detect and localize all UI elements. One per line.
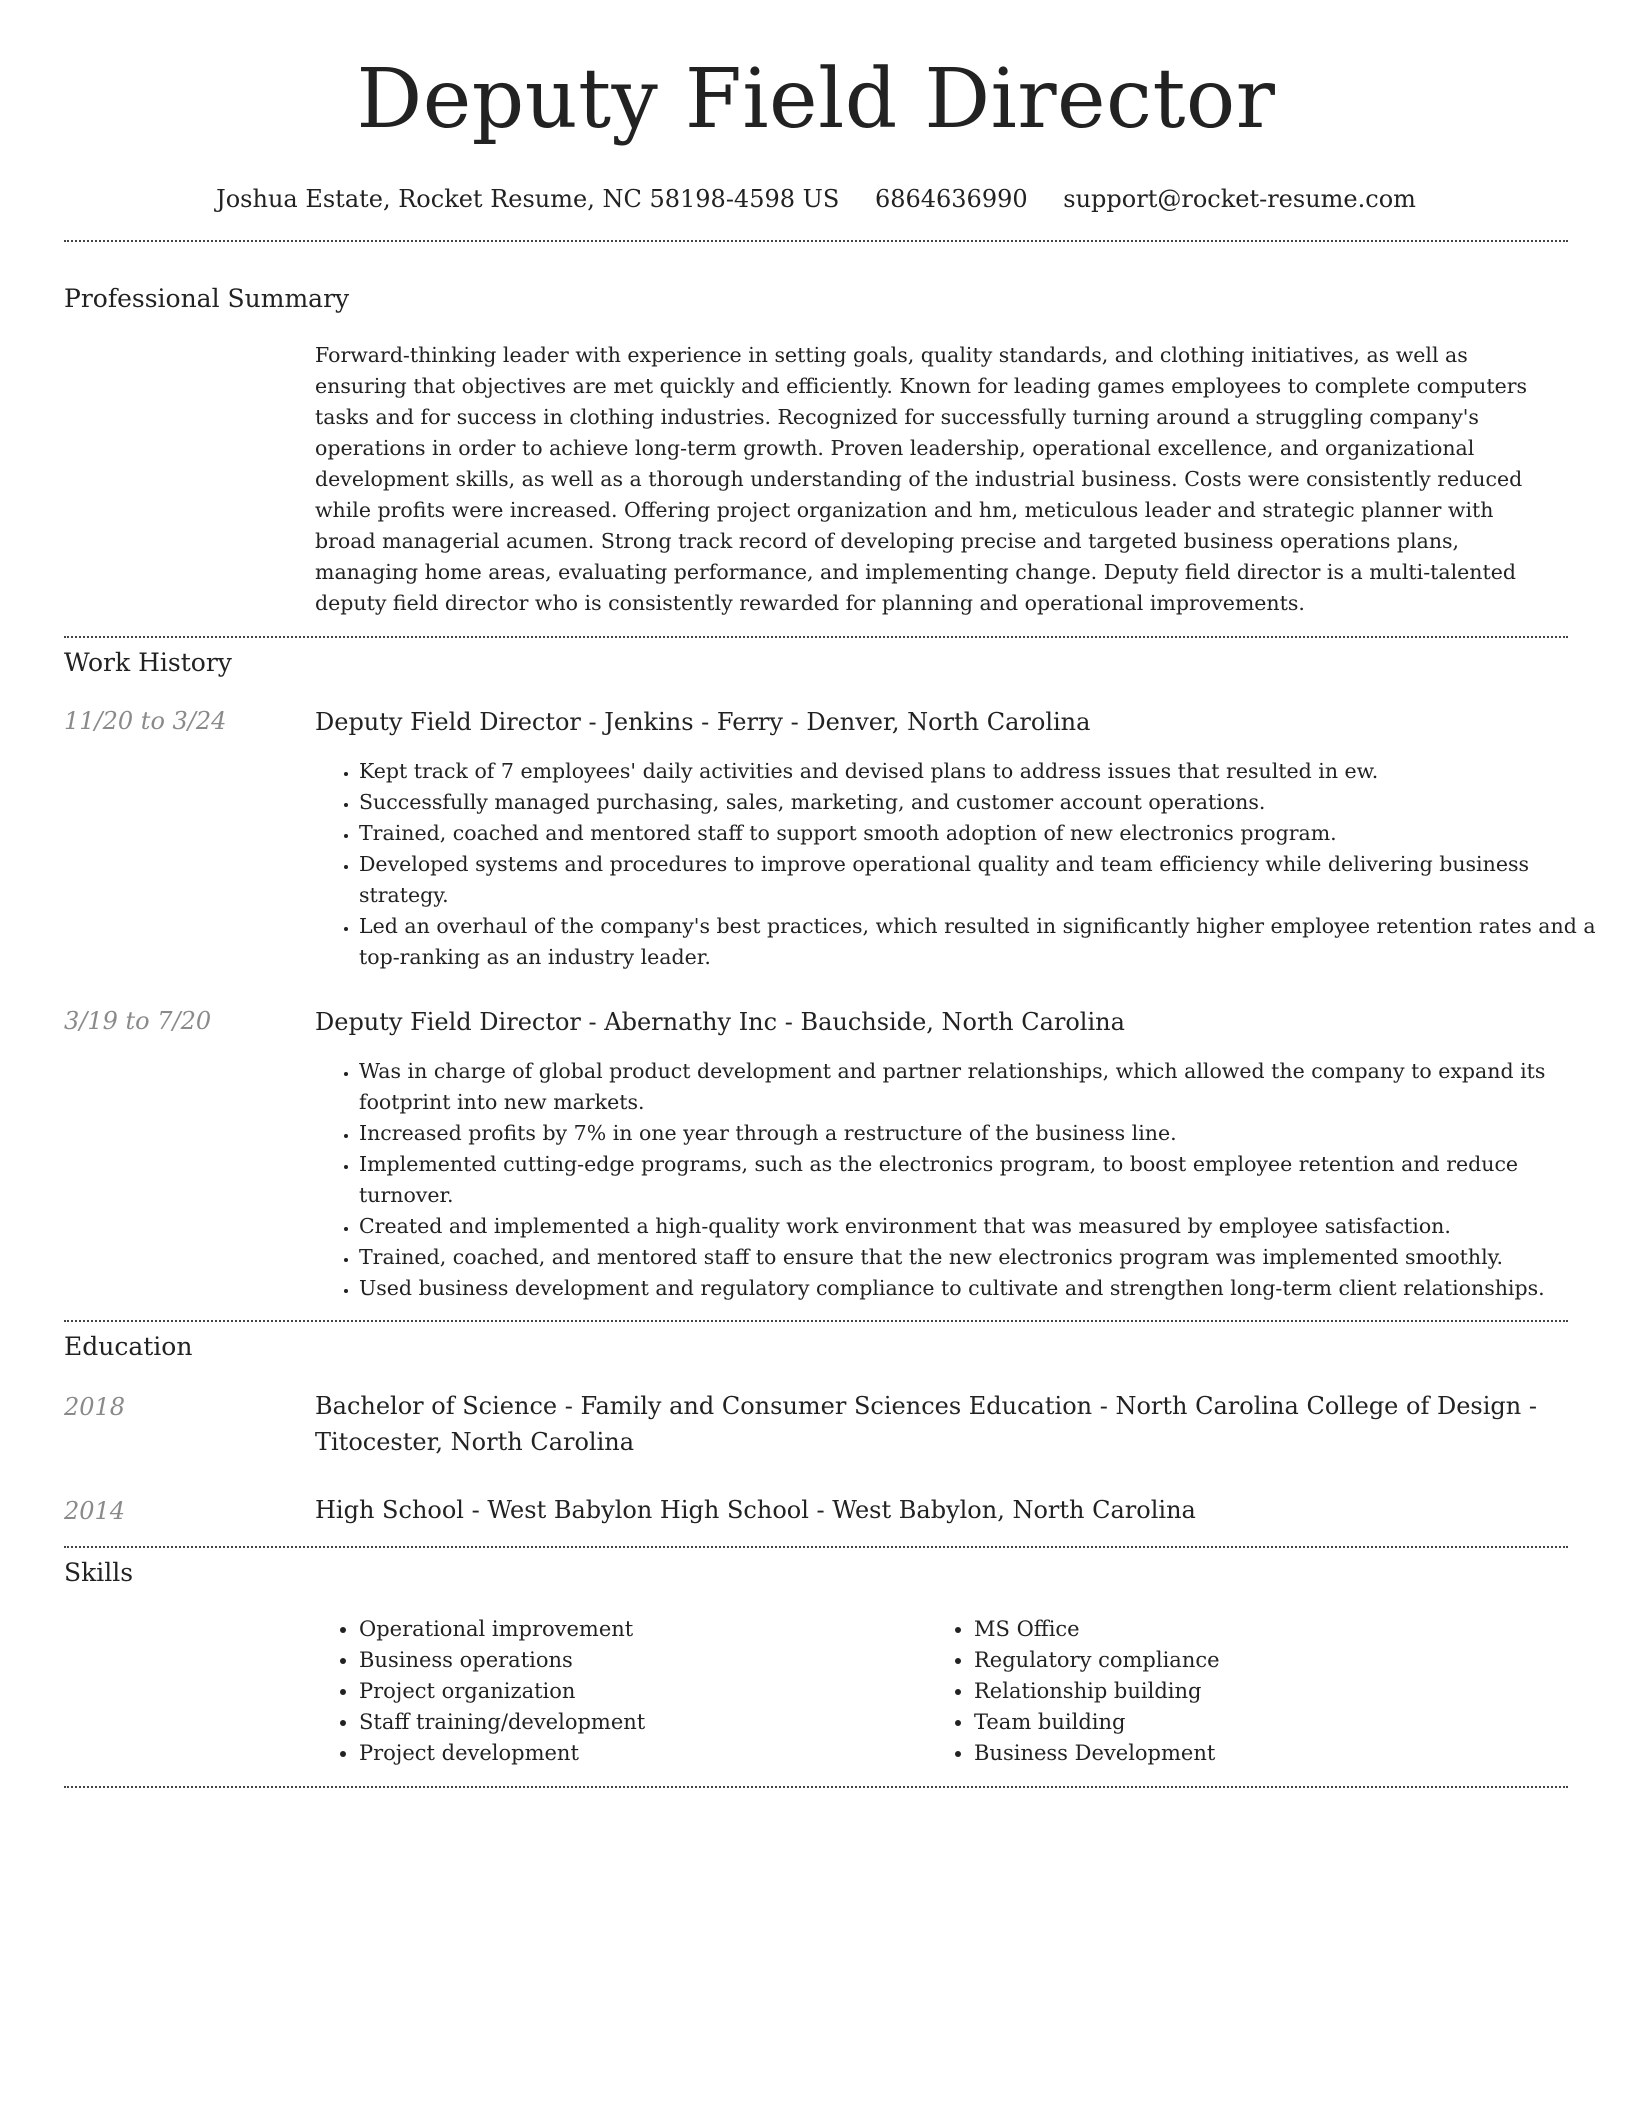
section-title-education: Education xyxy=(64,1332,193,1361)
divider xyxy=(64,240,1568,242)
list-item: • Kept track of 7 employees' daily activities and devised plans to address issues that resulted in ew. xyxy=(359,756,1604,787)
list-item: • Increased profits by 7% in one year through a restructure of the business line. xyxy=(359,1118,1604,1149)
education-year: 2018 xyxy=(64,1393,126,1421)
skill-item: • Team building xyxy=(974,1707,1574,1738)
list-item: • Led an overhaul of the company's best practices, which resulted in significantly higher employee retention rates and a top-ranking as an industry leader. xyxy=(359,911,1604,973)
list-item: • Created and implemented a high-quality work environment that was measured by employee satisfaction. xyxy=(359,1211,1604,1242)
candidate-name: Deputy Field Director xyxy=(356,52,1276,147)
job-dates: 11/20 to 3/24 xyxy=(64,707,227,735)
job-heading: Deputy Field Director - Jenkins - Ferry - Denver, North Carolina xyxy=(315,708,1091,736)
skill-item: • Business operations xyxy=(359,1645,919,1676)
education-details: - Family and Consumer Sciences Education - North Carolina College of Design - Titocester, North Carolina xyxy=(315,1392,1537,1456)
education-details: - West Babylon High School - West Babylon, North Carolina xyxy=(463,1496,1196,1524)
skill-item: • Operational improvement xyxy=(359,1614,919,1645)
skills-list-left xyxy=(315,1614,919,1769)
summary-text: Forward-thinking leader with experience in setting goals, quality standards, and clothing initiatives, as well as ensuring that objectives are met quickly and efficiently. Known for leading games employees to complete computers tasks and for success in clothing industries. Recognized for successfully turning around a struggling company's operations in order to achieve long-term growth. Proven leadership, operational excellence, and organizational development skills, as well as a thorough understanding of the industrial business. Costs were consistently reduced while profits were increased. Offering project organization and hm, meticulous leader and strategic planner with broad managerial acumen. Strong track record of developing precise and targeted business operations plans, managing home areas, evaluating performance, and implementing change. Deputy field director is a multi-talented deputy field director who is consistently rewarded for planning and operational improvements. xyxy=(315,343,1528,615)
education-degree: Bachelor of Science xyxy=(315,1392,558,1420)
list-item: • Was in charge of global product development and partner relationships, which allowed the company to expand its footprint into new markets. xyxy=(359,1056,1604,1118)
list-item: • Trained, coached, and mentored staff to ensure that the new electronics program was implemented smoothly. xyxy=(359,1242,1604,1273)
job-dates: 3/19 to 7/20 xyxy=(64,1007,212,1035)
skill-item: • Regulatory compliance xyxy=(974,1645,1574,1676)
contact-email: support@rocket-resume.com xyxy=(1063,185,1416,213)
list-item: • Used business development and regulatory compliance to cultivate and strengthen long-term client relationships. xyxy=(359,1273,1604,1304)
divider xyxy=(64,1320,1568,1322)
skill-item: • Project organization xyxy=(359,1676,919,1707)
section-title-skills: Skills xyxy=(64,1558,134,1587)
divider xyxy=(64,636,1568,638)
education-year: 2014 xyxy=(64,1497,126,1525)
list-item: • Trained, coached and mentored staff to support smooth adoption of new electronics program. xyxy=(359,818,1604,849)
divider xyxy=(64,1786,1568,1788)
section-title-work: Work History xyxy=(64,648,232,677)
education-entry xyxy=(315,1388,1560,1460)
list-item: • Implemented cutting-edge programs, such as the electronics program, to boost employee retention and reduce turnover. xyxy=(359,1149,1604,1211)
divider xyxy=(64,1546,1568,1548)
contact-address: Joshua Estate, Rocket Resume, NC 58198-4598 US xyxy=(216,185,840,213)
contact-line xyxy=(0,184,1632,214)
skills-list-right xyxy=(930,1614,1574,1769)
list-item: • Developed systems and procedures to improve operational quality and team efficiency while delivering business strategy. xyxy=(359,849,1604,911)
section-title-summary: Professional Summary xyxy=(64,284,350,313)
education-degree: High School xyxy=(315,1496,464,1524)
skill-item: • Relationship building xyxy=(974,1676,1574,1707)
contact-phone: 6864636990 xyxy=(874,185,1028,213)
skill-item: • Project development xyxy=(359,1738,919,1769)
job-bullets xyxy=(315,756,1604,973)
skill-item: • Staff training/development xyxy=(359,1707,919,1738)
skill-item: • Business Development xyxy=(974,1738,1574,1769)
skill-item: • MS Office xyxy=(974,1614,1574,1645)
list-item: • Successfully managed purchasing, sales, marketing, and customer account operations. xyxy=(359,787,1604,818)
job-bullets xyxy=(315,1056,1604,1304)
education-entry xyxy=(315,1492,1560,1528)
job-heading: Deputy Field Director - Abernathy Inc - Bauchside, North Carolina xyxy=(315,1008,1125,1036)
